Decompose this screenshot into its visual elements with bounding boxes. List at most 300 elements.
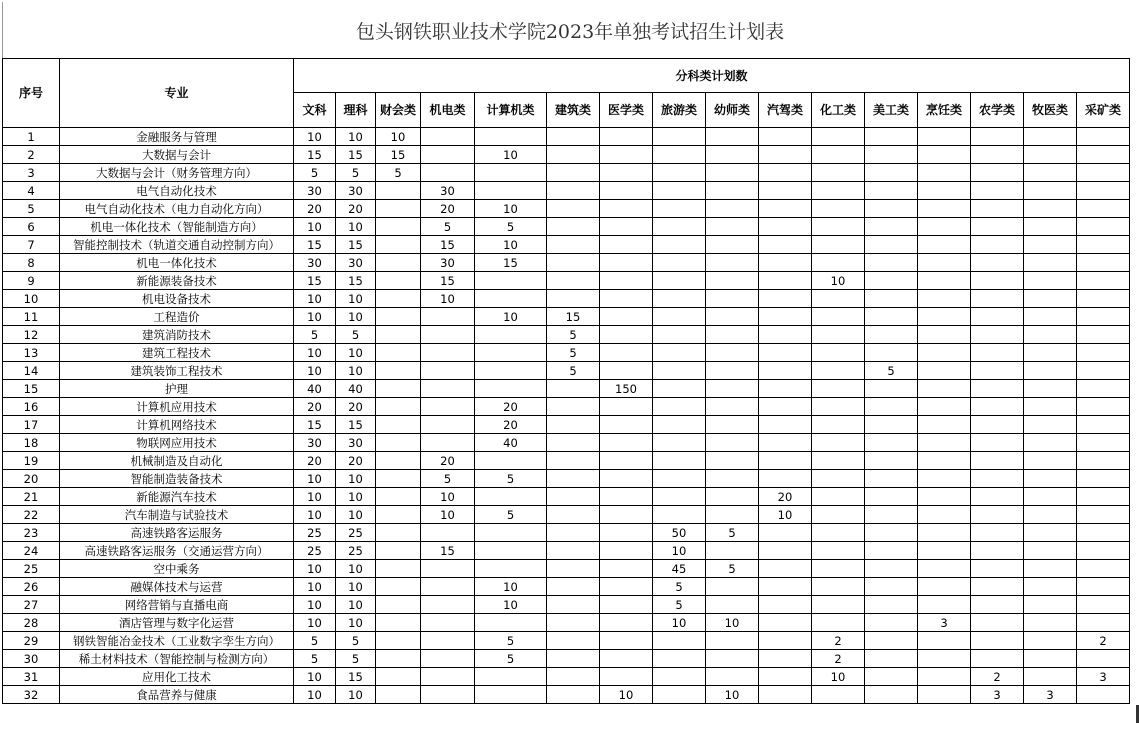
plan-cell[interactable] [865,146,918,164]
row-index[interactable]: 17 [3,416,60,434]
row-index[interactable]: 27 [3,596,60,614]
plan-cell[interactable] [653,200,706,218]
plan-cell[interactable] [971,470,1024,488]
plan-cell[interactable]: 15 [421,272,475,290]
row-index[interactable]: 1 [3,128,60,146]
plan-cell[interactable] [376,398,421,416]
row-major[interactable]: 计算机应用技术 [60,398,294,416]
plan-cell[interactable] [706,632,759,650]
plan-cell[interactable] [1077,344,1130,362]
plan-cell[interactable] [421,524,475,542]
plan-cell[interactable] [653,398,706,416]
row-index[interactable]: 23 [3,524,60,542]
plan-cell[interactable] [600,290,653,308]
plan-cell[interactable] [918,542,971,560]
plan-cell[interactable] [1077,326,1130,344]
plan-cell[interactable] [1077,272,1130,290]
row-major[interactable]: 建筑消防技术 [60,326,294,344]
plan-cell[interactable] [1077,614,1130,632]
row-index[interactable]: 8 [3,254,60,272]
plan-cell[interactable] [918,578,971,596]
plan-cell[interactable] [918,362,971,380]
plan-cell[interactable] [600,308,653,326]
row-major[interactable]: 大数据与会计（财务管理方向） [60,164,294,182]
row-major[interactable]: 空中乘务 [60,560,294,578]
plan-cell[interactable] [547,434,600,452]
row-index[interactable]: 13 [3,344,60,362]
plan-cell[interactable]: 10 [475,596,547,614]
row-index[interactable]: 6 [3,218,60,236]
plan-cell[interactable]: 10 [653,542,706,560]
plan-cell[interactable] [1077,164,1130,182]
plan-cell[interactable] [1024,236,1077,254]
plan-cell[interactable] [421,326,475,344]
plan-cell[interactable] [547,542,600,560]
plan-cell[interactable] [812,578,865,596]
row-major[interactable]: 网络营销与直播电商 [60,596,294,614]
plan-cell[interactable] [653,164,706,182]
plan-cell[interactable] [706,596,759,614]
plan-cell[interactable] [812,506,865,524]
plan-cell[interactable] [376,380,421,398]
plan-cell[interactable] [475,542,547,560]
plan-cell[interactable] [376,560,421,578]
plan-cell[interactable] [918,200,971,218]
plan-cell[interactable]: 20 [421,200,475,218]
plan-cell[interactable] [865,488,918,506]
plan-cell[interactable] [376,506,421,524]
plan-cell[interactable] [600,524,653,542]
plan-cell[interactable]: 150 [600,380,653,398]
plan-cell[interactable] [971,578,1024,596]
plan-cell[interactable]: 5 [547,344,600,362]
plan-cell[interactable] [547,686,600,704]
plan-cell[interactable]: 10 [475,578,547,596]
plan-cell[interactable] [918,254,971,272]
plan-cell[interactable] [600,596,653,614]
plan-cell[interactable] [759,236,812,254]
plan-cell[interactable] [1077,488,1130,506]
row-index[interactable]: 21 [3,488,60,506]
plan-cell[interactable]: 10 [294,686,336,704]
plan-cell[interactable]: 10 [294,470,336,488]
plan-cell[interactable]: 15 [547,308,600,326]
plan-cell[interactable] [706,578,759,596]
plan-cell[interactable]: 5 [294,650,336,668]
plan-cell[interactable] [376,650,421,668]
plan-cell[interactable] [376,542,421,560]
plan-cell[interactable] [1024,254,1077,272]
plan-cell[interactable] [865,578,918,596]
plan-cell[interactable] [600,650,653,668]
plan-cell[interactable] [971,272,1024,290]
plan-cell[interactable] [1077,434,1130,452]
plan-cell[interactable]: 10 [336,488,376,506]
plan-cell[interactable]: 25 [294,542,336,560]
plan-cell[interactable] [971,326,1024,344]
plan-cell[interactable] [547,506,600,524]
plan-cell[interactable] [971,542,1024,560]
plan-cell[interactable] [600,452,653,470]
plan-cell[interactable] [1024,542,1077,560]
plan-cell[interactable] [475,614,547,632]
plan-cell[interactable] [653,326,706,344]
plan-cell[interactable] [759,650,812,668]
plan-cell[interactable] [865,686,918,704]
plan-cell[interactable] [706,542,759,560]
plan-cell[interactable] [1077,398,1130,416]
plan-cell[interactable] [1024,164,1077,182]
plan-cell[interactable] [918,668,971,686]
plan-cell[interactable] [600,434,653,452]
plan-cell[interactable]: 15 [336,416,376,434]
plan-cell[interactable] [1077,362,1130,380]
plan-cell[interactable]: 10 [294,308,336,326]
plan-cell[interactable] [812,164,865,182]
plan-cell[interactable]: 10 [421,290,475,308]
plan-cell[interactable] [918,416,971,434]
plan-cell[interactable] [812,290,865,308]
plan-cell[interactable] [812,596,865,614]
plan-cell[interactable] [865,182,918,200]
plan-cell[interactable]: 5 [421,218,475,236]
row-major[interactable]: 电气自动化技术 [60,182,294,200]
plan-cell[interactable] [918,272,971,290]
plan-cell[interactable] [1024,452,1077,470]
plan-cell[interactable]: 5 [653,578,706,596]
plan-cell[interactable] [1077,146,1130,164]
plan-cell[interactable] [918,506,971,524]
plan-cell[interactable] [1024,578,1077,596]
plan-cell[interactable]: 30 [421,182,475,200]
plan-cell[interactable]: 10 [336,506,376,524]
plan-cell[interactable]: 5 [475,650,547,668]
plan-cell[interactable] [547,578,600,596]
plan-cell[interactable] [1024,362,1077,380]
plan-cell[interactable] [1024,596,1077,614]
plan-cell[interactable] [547,164,600,182]
plan-cell[interactable] [759,182,812,200]
row-major[interactable]: 智能控制技术（轨道交通自动控制方向） [60,236,294,254]
row-index[interactable]: 12 [3,326,60,344]
plan-cell[interactable] [376,218,421,236]
plan-cell[interactable] [1024,272,1077,290]
plan-cell[interactable]: 5 [336,632,376,650]
plan-cell[interactable] [547,668,600,686]
plan-cell[interactable] [1077,290,1130,308]
plan-cell[interactable] [759,524,812,542]
plan-cell[interactable]: 10 [653,614,706,632]
plan-cell[interactable] [759,686,812,704]
plan-cell[interactable]: 10 [294,344,336,362]
row-major[interactable]: 高速铁路客运服务 [60,524,294,542]
plan-cell[interactable]: 5 [475,218,547,236]
plan-cell[interactable] [759,452,812,470]
plan-cell[interactable] [918,182,971,200]
plan-cell[interactable] [376,362,421,380]
plan-cell[interactable]: 10 [812,668,865,686]
plan-cell[interactable] [600,398,653,416]
plan-cell[interactable] [812,470,865,488]
plan-cell[interactable] [1077,236,1130,254]
plan-cell[interactable] [1077,524,1130,542]
plan-cell[interactable] [1024,218,1077,236]
plan-cell[interactable] [706,380,759,398]
row-major[interactable]: 新能源汽车技术 [60,488,294,506]
plan-cell[interactable]: 20 [294,200,336,218]
plan-cell[interactable] [812,308,865,326]
plan-cell[interactable]: 5 [706,560,759,578]
plan-cell[interactable]: 10 [336,362,376,380]
plan-cell[interactable]: 10 [336,290,376,308]
plan-cell[interactable] [918,236,971,254]
plan-cell[interactable] [475,290,547,308]
plan-cell[interactable]: 40 [475,434,547,452]
plan-cell[interactable] [865,290,918,308]
plan-cell[interactable] [812,182,865,200]
row-index[interactable]: 31 [3,668,60,686]
plan-cell[interactable] [421,578,475,596]
plan-cell[interactable] [376,632,421,650]
plan-cell[interactable] [653,362,706,380]
plan-cell[interactable] [475,164,547,182]
plan-cell[interactable] [600,218,653,236]
row-major[interactable]: 机电一体化技术（智能制造方向） [60,218,294,236]
plan-cell[interactable]: 15 [336,668,376,686]
row-major[interactable]: 机电设备技术 [60,290,294,308]
row-major[interactable]: 电气自动化技术（电力自动化方向） [60,200,294,218]
plan-cell[interactable]: 10 [294,362,336,380]
plan-cell[interactable] [812,524,865,542]
plan-cell[interactable]: 5 [653,596,706,614]
plan-cell[interactable] [547,182,600,200]
plan-cell[interactable]: 10 [336,344,376,362]
plan-cell[interactable]: 10 [294,290,336,308]
plan-cell[interactable] [706,668,759,686]
plan-cell[interactable] [759,542,812,560]
row-index[interactable]: 24 [3,542,60,560]
plan-cell[interactable] [600,344,653,362]
plan-cell[interactable] [865,344,918,362]
plan-cell[interactable] [653,632,706,650]
plan-cell[interactable] [1024,650,1077,668]
plan-cell[interactable] [971,146,1024,164]
plan-cell[interactable]: 3 [1077,668,1130,686]
plan-cell[interactable]: 30 [336,434,376,452]
plan-cell[interactable] [421,380,475,398]
plan-cell[interactable] [653,254,706,272]
plan-cell[interactable] [1024,344,1077,362]
plan-cell[interactable]: 5 [376,164,421,182]
plan-cell[interactable] [1024,524,1077,542]
plan-cell[interactable] [759,128,812,146]
plan-cell[interactable] [653,290,706,308]
plan-cell[interactable]: 5 [547,326,600,344]
plan-cell[interactable] [865,398,918,416]
plan-cell[interactable] [1077,128,1130,146]
plan-cell[interactable] [376,254,421,272]
plan-cell[interactable] [653,218,706,236]
plan-cell[interactable] [706,290,759,308]
plan-cell[interactable] [706,326,759,344]
row-index[interactable]: 4 [3,182,60,200]
plan-cell[interactable] [600,164,653,182]
plan-cell[interactable] [1024,416,1077,434]
plan-cell[interactable] [971,452,1024,470]
plan-cell[interactable] [653,686,706,704]
plan-cell[interactable] [421,128,475,146]
plan-cell[interactable] [812,128,865,146]
plan-cell[interactable] [421,146,475,164]
row-index[interactable]: 25 [3,560,60,578]
plan-cell[interactable] [547,524,600,542]
plan-cell[interactable] [421,632,475,650]
plan-cell[interactable]: 5 [336,326,376,344]
plan-cell[interactable] [653,308,706,326]
plan-cell[interactable] [600,200,653,218]
plan-cell[interactable] [547,596,600,614]
plan-cell[interactable] [971,506,1024,524]
plan-cell[interactable] [759,362,812,380]
plan-cell[interactable]: 10 [336,596,376,614]
plan-cell[interactable] [1024,560,1077,578]
plan-cell[interactable]: 25 [336,542,376,560]
plan-cell[interactable] [600,362,653,380]
plan-cell[interactable] [759,614,812,632]
plan-cell[interactable]: 10 [706,686,759,704]
plan-cell[interactable] [706,452,759,470]
plan-cell[interactable] [376,488,421,506]
plan-cell[interactable]: 30 [336,182,376,200]
row-major[interactable]: 护理 [60,380,294,398]
plan-cell[interactable] [1024,398,1077,416]
plan-cell[interactable] [600,470,653,488]
plan-cell[interactable] [547,398,600,416]
plan-cell[interactable] [1077,416,1130,434]
plan-cell[interactable] [865,326,918,344]
row-major[interactable]: 钢铁智能冶金技术（工业数字孪生方向） [60,632,294,650]
plan-cell[interactable]: 10 [336,470,376,488]
plan-cell[interactable] [865,632,918,650]
plan-cell[interactable] [600,146,653,164]
plan-cell[interactable] [971,650,1024,668]
plan-cell[interactable]: 10 [294,506,336,524]
plan-cell[interactable] [600,416,653,434]
plan-cell[interactable]: 15 [294,146,336,164]
plan-cell[interactable] [547,128,600,146]
plan-cell[interactable] [812,542,865,560]
plan-cell[interactable] [812,326,865,344]
plan-cell[interactable]: 5 [865,362,918,380]
plan-cell[interactable] [376,236,421,254]
plan-cell[interactable] [706,146,759,164]
plan-cell[interactable] [706,236,759,254]
plan-cell[interactable]: 5 [421,470,475,488]
plan-cell[interactable]: 30 [336,254,376,272]
plan-cell[interactable] [547,254,600,272]
plan-cell[interactable]: 10 [336,560,376,578]
plan-cell[interactable] [706,398,759,416]
plan-cell[interactable] [865,272,918,290]
plan-cell[interactable]: 15 [336,146,376,164]
row-major[interactable]: 建筑装饰工程技术 [60,362,294,380]
plan-cell[interactable] [421,668,475,686]
plan-cell[interactable] [759,560,812,578]
row-index[interactable]: 26 [3,578,60,596]
plan-cell[interactable] [865,452,918,470]
row-major[interactable]: 智能制造装备技术 [60,470,294,488]
plan-cell[interactable] [1077,506,1130,524]
row-major[interactable]: 应用化工技术 [60,668,294,686]
plan-cell[interactable]: 10 [475,308,547,326]
plan-cell[interactable] [812,218,865,236]
plan-cell[interactable] [547,650,600,668]
plan-cell[interactable]: 15 [294,416,336,434]
plan-cell[interactable]: 3 [971,686,1024,704]
plan-cell[interactable] [759,668,812,686]
plan-cell[interactable] [475,362,547,380]
plan-cell[interactable] [421,362,475,380]
plan-cell[interactable] [547,236,600,254]
plan-cell[interactable] [376,470,421,488]
plan-cell[interactable]: 3 [918,614,971,632]
plan-cell[interactable] [653,128,706,146]
plan-cell[interactable] [547,470,600,488]
plan-cell[interactable] [376,686,421,704]
plan-cell[interactable] [547,416,600,434]
plan-cell[interactable]: 5 [706,524,759,542]
plan-cell[interactable] [865,236,918,254]
row-major[interactable]: 建筑工程技术 [60,344,294,362]
plan-cell[interactable]: 30 [294,182,336,200]
plan-cell[interactable] [865,254,918,272]
plan-cell[interactable] [376,416,421,434]
plan-cell[interactable]: 15 [294,236,336,254]
plan-cell[interactable] [376,290,421,308]
plan-cell[interactable] [1024,146,1077,164]
plan-cell[interactable] [547,614,600,632]
plan-cell[interactable] [547,200,600,218]
row-index[interactable]: 3 [3,164,60,182]
plan-cell[interactable] [971,416,1024,434]
row-major[interactable]: 融媒体技术与运营 [60,578,294,596]
plan-cell[interactable] [812,146,865,164]
plan-cell[interactable] [759,416,812,434]
plan-cell[interactable] [759,380,812,398]
plan-cell[interactable] [865,218,918,236]
row-major[interactable]: 金融服务与管理 [60,128,294,146]
plan-cell[interactable] [1077,218,1130,236]
row-index[interactable]: 5 [3,200,60,218]
plan-cell[interactable] [812,686,865,704]
plan-cell[interactable] [600,578,653,596]
plan-cell[interactable]: 15 [336,272,376,290]
plan-cell[interactable] [918,632,971,650]
plan-cell[interactable] [600,128,653,146]
plan-cell[interactable] [706,650,759,668]
plan-cell[interactable]: 10 [294,218,336,236]
plan-cell[interactable]: 50 [653,524,706,542]
plan-cell[interactable] [812,416,865,434]
plan-cell[interactable] [376,326,421,344]
plan-cell[interactable] [706,272,759,290]
plan-cell[interactable]: 2 [812,650,865,668]
plan-cell[interactable] [812,614,865,632]
plan-cell[interactable] [1024,290,1077,308]
plan-cell[interactable] [971,200,1024,218]
row-major[interactable]: 机电一体化技术 [60,254,294,272]
plan-cell[interactable]: 20 [336,452,376,470]
